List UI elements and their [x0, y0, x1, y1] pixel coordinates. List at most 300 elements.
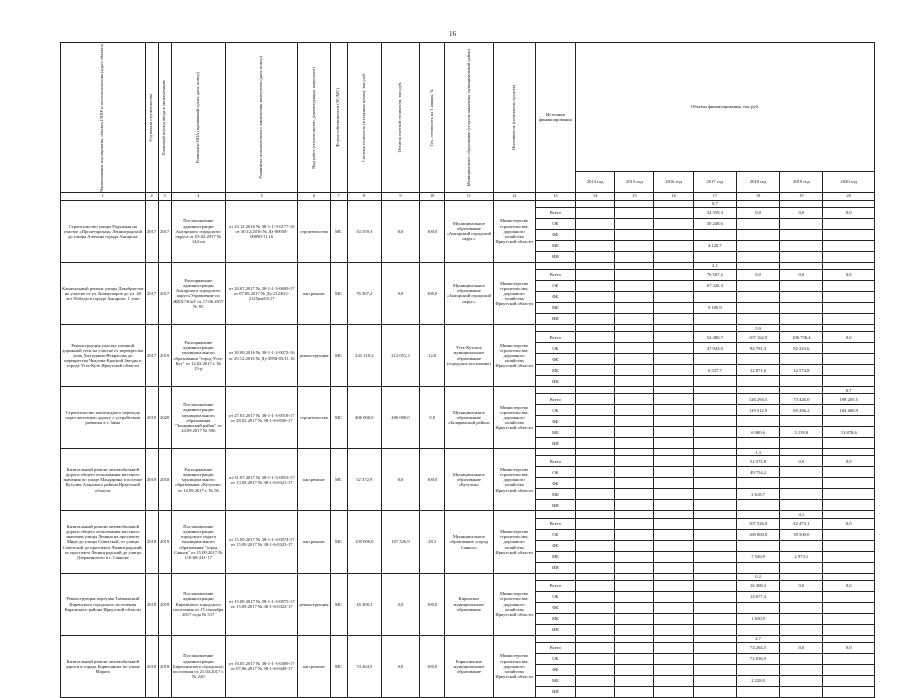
table-row — [61, 262, 875, 269]
municipality: Бирюсинское муниципальное образование — [445, 635, 493, 697]
volume-cell — [736, 624, 779, 635]
volume-cell — [693, 613, 736, 624]
executor: Министерство строительства, дорожного хозяйства Иркутской области — [493, 511, 535, 573]
volume-cell: 0,0 — [823, 456, 875, 467]
volume-cell: 12 871,6 — [736, 365, 779, 376]
volume-cell — [780, 200, 823, 207]
plan-year: 2020 — [158, 387, 171, 449]
volume-cell — [736, 602, 779, 613]
municipality: Муниципальное образование «Ангарский городской округ» — [445, 262, 493, 324]
volume-cell: 12 574,8 — [780, 365, 823, 376]
volume-cell — [576, 511, 615, 518]
volume-cell — [736, 478, 779, 489]
volume-cell — [654, 449, 693, 456]
volume-cell: 4 120,7 — [693, 240, 736, 251]
volume-cell — [654, 292, 693, 303]
volume-cell — [736, 511, 779, 518]
volume-cell — [693, 354, 736, 365]
volume-cell — [823, 449, 875, 456]
volume-cell — [654, 467, 693, 478]
source-blank — [535, 262, 575, 269]
volume-cell — [780, 653, 823, 664]
volume-cell — [576, 303, 615, 314]
volume-cell — [823, 303, 875, 314]
column-number: 19 — [780, 192, 823, 200]
volume-cell — [615, 303, 654, 314]
volume-cell — [615, 624, 654, 635]
volume-cell — [615, 686, 654, 697]
work-type: кап.ремонт — [298, 449, 330, 511]
column-number: 16 — [654, 192, 693, 200]
funding-source: МБ — [535, 365, 575, 376]
ownership: МС — [330, 511, 347, 573]
municipality: Усть-Кутское муниципальное образование (городское поселение) — [445, 325, 493, 387]
volume-cell: 4,1 — [780, 511, 823, 518]
expertise-details: от 23.12.2016 № 38-1-1-3-0177-16 от 30.12.2016 № Дз-00050-00090/11.16 — [225, 200, 297, 262]
volume-cell: 39 500,0 — [780, 529, 823, 540]
volume-cell — [823, 354, 875, 365]
remaining-cost: 0,0 — [381, 573, 419, 635]
page-number: 16 — [449, 30, 456, 38]
expertise-details: от 20.07.2017 № 38-1-1-3-0609-17 от 07.09.2017 № Дз-21230/1-2125ии/03.17 — [225, 262, 297, 324]
volume-cell — [780, 602, 823, 613]
volume-cell — [576, 573, 615, 580]
object-name: Капитальный ремонт автомобильной дороги в городе Бирюсинске по улице Марата — [61, 635, 146, 697]
volume-cell — [823, 314, 875, 325]
table-row — [61, 573, 875, 580]
municipality: Муниципальное образование «город Саянск» — [445, 511, 493, 573]
volume-cell — [615, 376, 654, 387]
header-name: Наименование мероприятия, объекта ГНПР и местоположения (адрес объекта) — [61, 43, 146, 193]
volume-cell — [615, 438, 654, 449]
volume-cell — [576, 529, 615, 540]
volume-cell: 14 677,4 — [736, 591, 779, 602]
volume-cell — [654, 624, 693, 635]
volume-cell — [654, 303, 693, 314]
object-name: Реконструкция участка уличной дорожной сети на участке от перекрестка улиц Халтурина-Некрасова до перекрестка Чкалова-Красной Звезды в городе Усть-Куте Иркутской области — [61, 325, 146, 387]
volume-cell — [654, 551, 693, 562]
header-year: 2015 год — [615, 172, 654, 193]
funding-source: Всего — [535, 270, 575, 281]
work-type: кап.ремонт — [298, 635, 330, 697]
volume-cell — [823, 325, 875, 332]
volume-cell — [615, 580, 654, 591]
volume-cell — [576, 354, 615, 365]
volume-cell — [576, 478, 615, 489]
plan-year: 2018 — [158, 635, 171, 697]
volume-cell — [576, 405, 615, 416]
volume-cell — [780, 500, 823, 511]
volume-cell — [693, 449, 736, 456]
volume-cell — [654, 653, 693, 664]
volume-cell — [736, 262, 779, 269]
volume-cell: 0,0 — [823, 518, 875, 529]
volume-cell — [823, 675, 875, 686]
funding-source: ИИ — [535, 624, 575, 635]
volume-cell — [780, 438, 823, 449]
source-blank — [535, 573, 575, 580]
volume-cell — [654, 365, 693, 376]
volume-cell — [654, 262, 693, 269]
volume-cell — [780, 675, 823, 686]
volume-cell: 126 294,5 — [736, 394, 779, 405]
readiness-percent: 28,3 — [420, 511, 445, 573]
volume-cell: 0,0 — [780, 270, 823, 281]
volume-cell — [576, 489, 615, 500]
funding-source: Всего — [535, 518, 575, 529]
volume-cell — [654, 511, 693, 518]
column-number: 20 — [823, 192, 875, 200]
volume-cell — [823, 562, 875, 573]
ownership: МС — [330, 635, 347, 697]
volume-cell — [823, 229, 875, 240]
readiness-percent: 100,0 — [420, 635, 445, 697]
header-start-year: Год начала строительства — [145, 43, 158, 193]
volume-cell — [576, 427, 615, 438]
object-name: Капитальный ремонт автомобильной дороги общего пользования местного значения по улице Мандарина в поселке Кутулик Аларского района Иркутской области — [61, 449, 146, 511]
start-year: 2017 — [145, 200, 158, 262]
executor: Министерство строительства, дорожного хозяйства Иркутской области — [493, 573, 535, 635]
volume-cell: 2 228,0 — [736, 675, 779, 686]
volume-cell — [823, 686, 875, 697]
volume-cell: 0,0 — [736, 270, 779, 281]
volume-cell — [823, 573, 875, 580]
ownership: МС — [330, 262, 347, 324]
header-municipality: Муниципальное образование (сторона заказчика, муниципальный район) — [445, 43, 493, 193]
volume-cell — [693, 675, 736, 686]
funding-source: ФБ — [535, 229, 575, 240]
volume-cell — [780, 416, 823, 427]
expertise-details: от 10.05.2017 № 38-1-1-3-0409-17 от 07.06.2017 № 38-1-6-0448-17 — [225, 635, 297, 697]
volume-cell — [615, 270, 654, 281]
volume-cell — [576, 613, 615, 624]
table-row — [61, 511, 875, 518]
volume-cell — [615, 405, 654, 416]
volume-cell — [615, 207, 654, 218]
volume-cell — [823, 438, 875, 449]
table-row — [61, 387, 875, 394]
start-year: 2017 — [145, 325, 158, 387]
volume-cell — [823, 489, 875, 500]
volume-cell — [823, 511, 875, 518]
volume-cell — [693, 580, 736, 591]
remaining-cost: 406 000,0 — [381, 387, 419, 449]
volume-cell: 42 473,1 — [780, 518, 823, 529]
funding-source: ИИ — [535, 562, 575, 573]
readiness-percent: 100,0 — [420, 200, 445, 262]
volume-cell — [823, 602, 875, 613]
readiness-percent: 0,0 — [420, 387, 445, 449]
volume-cell — [615, 416, 654, 427]
volume-cell — [693, 686, 736, 697]
column-number: 8 — [347, 192, 381, 200]
volume-cell: 107 162,9 — [736, 332, 779, 343]
volume-cell — [615, 332, 654, 343]
volume-cell — [615, 456, 654, 467]
executor: Министерство строительства, дорожного хозяйства Иркутской области — [493, 325, 535, 387]
volume-cell — [615, 427, 654, 438]
volume-cell — [576, 376, 615, 387]
volume-cell — [654, 229, 693, 240]
volume-cell — [780, 664, 823, 675]
header-year: 2017 год — [693, 172, 736, 193]
ownership: МС — [330, 449, 347, 511]
volume-cell: 0,0 — [780, 207, 823, 218]
volume-cell — [780, 489, 823, 500]
volume-cell: 6 537,7 — [693, 365, 736, 376]
volume-cell — [780, 218, 823, 229]
volume-cell — [615, 394, 654, 405]
column-number: 17 — [693, 192, 736, 200]
volume-cell — [654, 580, 693, 591]
volume-cell — [654, 518, 693, 529]
work-type: строительство — [298, 200, 330, 262]
npa-details: Распоряжение администрации Ангарского городского округа Управление по ЖКХ/ЭСиТ от 17.06.2017 № 85 — [171, 262, 225, 324]
volume-cell: 69 286,2 — [780, 405, 823, 416]
volume-cell — [693, 529, 736, 540]
volume-cell: 9 180,9 — [693, 303, 736, 314]
volume-cell: 16 308,3 — [736, 580, 779, 591]
volume-cell — [576, 562, 615, 573]
volume-cell — [693, 653, 736, 664]
plan-year: 2017 — [158, 262, 171, 324]
funding-source: ОБ — [535, 467, 575, 478]
volume-cell — [654, 642, 693, 653]
municipality: Муниципальное образование «Кутулик» — [445, 449, 493, 511]
volume-cell — [615, 500, 654, 511]
plan-year: 2018 — [158, 573, 171, 635]
expertise-details: от 27.02.2017 № 38-1-1-3-0018-17 от 28.02.2017 № 38-1-6-0036-17 — [225, 387, 297, 449]
remaining-cost: 0,0 — [381, 200, 419, 262]
volume-cell — [576, 664, 615, 675]
volume-cell — [654, 218, 693, 229]
funding-source: Всего — [535, 394, 575, 405]
volume-cell — [823, 635, 875, 642]
volume-cell — [576, 394, 615, 405]
header-plan-year: Плановый период ввода в эксплуатацию — [158, 43, 171, 193]
volume-cell: 0,0 — [736, 207, 779, 218]
volume-cell — [576, 251, 615, 262]
volume-cell — [736, 387, 779, 394]
column-number: 15 — [615, 192, 654, 200]
volume-cell — [615, 518, 654, 529]
volume-cell: 0,0 — [780, 456, 823, 467]
work-type: кап.ремонт — [298, 511, 330, 573]
volume-cell — [780, 354, 823, 365]
funding-source: Всего — [535, 207, 575, 218]
volume-cell — [823, 653, 875, 664]
volume-cell — [615, 664, 654, 675]
column-number: 7 — [330, 192, 347, 200]
volume-cell — [615, 365, 654, 376]
estimated-cost: 16 308,3 — [347, 573, 381, 635]
volume-cell — [823, 664, 875, 675]
volume-cell: 0,7 — [693, 200, 736, 207]
volume-cell: 2 618,7 — [736, 489, 779, 500]
volume-cell — [654, 416, 693, 427]
column-number: 10 — [420, 192, 445, 200]
volume-cell: 94 791,3 — [736, 343, 779, 354]
volume-cell — [576, 281, 615, 292]
volume-cell — [615, 200, 654, 207]
volume-cell — [576, 200, 615, 207]
funding-source: ОБ — [535, 405, 575, 416]
volume-cell — [615, 292, 654, 303]
funding-source: ОБ — [535, 343, 575, 354]
funding-source: ОБ — [535, 281, 575, 292]
remaining-cost: 107 526,9 — [381, 511, 419, 573]
volume-cell — [693, 394, 736, 405]
ownership: МС — [330, 325, 347, 387]
header-ownership: Форма собственности (ЭС/МС) — [330, 43, 347, 193]
header-year: 2019 год — [780, 172, 823, 193]
funding-source: МБ — [535, 489, 575, 500]
volume-cell — [823, 551, 875, 562]
volume-cell — [576, 467, 615, 478]
volume-cell — [693, 635, 736, 642]
volume-cell — [780, 562, 823, 573]
volume-cell — [736, 354, 779, 365]
object-name: Капитальный ремонт улицы Декабристов на участке от ул. Коммунаров до ул. 40 лет Победы в городе Ангарске, 1 этап — [61, 262, 146, 324]
volume-cell — [615, 642, 654, 653]
volume-cell — [654, 427, 693, 438]
volume-cell — [736, 292, 779, 303]
volume-cell — [615, 653, 654, 664]
ownership: МС — [330, 200, 347, 262]
volume-cell — [736, 686, 779, 697]
volume-cell — [615, 562, 654, 573]
volume-cell — [780, 376, 823, 387]
funding-source: ОБ — [535, 591, 575, 602]
volume-cell — [823, 281, 875, 292]
header-rest: Остаток сметной стоимости, тыс.руб. — [381, 43, 419, 193]
volume-cell: 0,0 — [823, 580, 875, 591]
volume-cell — [693, 511, 736, 518]
volume-cell — [823, 365, 875, 376]
volume-cell — [693, 416, 736, 427]
volume-cell — [780, 387, 823, 394]
volume-cell — [823, 251, 875, 262]
volume-cell — [654, 573, 693, 580]
volume-cell — [693, 518, 736, 529]
volume-cell — [615, 449, 654, 456]
column-number: 14 — [576, 192, 615, 200]
funding-source: Всего — [535, 642, 575, 653]
financing-table — [60, 42, 875, 698]
readiness-percent: 100,0 — [420, 573, 445, 635]
funding-source: ИИ — [535, 314, 575, 325]
volume-cell — [823, 467, 875, 478]
volume-cell: 76 507,2 — [693, 270, 736, 281]
volume-cell — [823, 500, 875, 511]
volume-cell — [736, 314, 779, 325]
volume-cell: 49 754,2 — [736, 467, 779, 478]
volume-cell — [654, 332, 693, 343]
volume-cell — [736, 416, 779, 427]
column-number: 1 — [61, 192, 146, 200]
volume-cell: 0,0 — [823, 207, 875, 218]
plan-year: 2019 — [158, 325, 171, 387]
volume-cell: 119 512,9 — [736, 405, 779, 416]
npa-details: Постановление администрации Бирюсинского городского поселения от 21.04.2017 г. № 220 — [171, 635, 225, 697]
volume-cell — [736, 200, 779, 207]
readiness-percent: 100,0 — [420, 262, 445, 324]
volume-cell — [576, 314, 615, 325]
volume-cell — [615, 314, 654, 325]
volume-cell: 73 426,0 — [780, 394, 823, 405]
volume-cell — [615, 467, 654, 478]
volume-cell — [693, 642, 736, 653]
volume-cell — [780, 478, 823, 489]
funding-source: ФБ — [535, 664, 575, 675]
estimated-cost: 74 264,5 — [347, 635, 381, 697]
volume-cell — [693, 500, 736, 511]
volume-cell — [823, 540, 875, 551]
volume-cell — [654, 456, 693, 467]
funding-source: МБ — [535, 551, 575, 562]
header-expertise: Реквизиты положительного заключения экспертизы (дата, номер) — [225, 43, 297, 193]
volume-cell — [654, 675, 693, 686]
volume-cell — [654, 387, 693, 394]
npa-details: Постановление администрации Киренского городского поселения от 15 сентября 2017 года № 517 — [171, 573, 225, 635]
volume-cell: 0,0 — [780, 642, 823, 653]
volume-cell — [736, 251, 779, 262]
volume-cell — [823, 416, 875, 427]
start-year: 2018 — [145, 635, 158, 697]
volume-cell — [654, 500, 693, 511]
volume-cell — [823, 376, 875, 387]
volume-cell: 0,0 — [823, 332, 875, 343]
volume-cell — [736, 281, 779, 292]
volume-cell — [576, 540, 615, 551]
volume-cell: 1 630,9 — [736, 613, 779, 624]
npa-details: Постановление администрации муниципального образования "Заларинский район" от 24.09.2017 № 506 — [171, 387, 225, 449]
volume-cell — [615, 675, 654, 686]
volume-cell: 34 559,3 — [693, 207, 736, 218]
start-year: 2017 — [145, 262, 158, 324]
volume-cell — [576, 229, 615, 240]
source-blank — [535, 387, 575, 394]
volume-cell — [780, 591, 823, 602]
volume-cell — [736, 303, 779, 314]
table-row — [61, 635, 875, 642]
table-row — [61, 449, 875, 456]
volume-cell — [654, 591, 693, 602]
volume-cell — [780, 613, 823, 624]
funding-source: ФБ — [535, 292, 575, 303]
volume-cell — [615, 511, 654, 518]
volume-cell — [615, 478, 654, 489]
volume-cell — [654, 354, 693, 365]
volume-cell: 5 139,8 — [780, 427, 823, 438]
header-cost: Сметная стоимость (в текущих ценах), тыс.руб. — [347, 43, 381, 193]
volume-cell — [615, 591, 654, 602]
volume-cell — [576, 591, 615, 602]
volume-cell — [615, 529, 654, 540]
funding-source: Всего — [535, 580, 575, 591]
volume-cell — [615, 602, 654, 613]
volume-cell: 7 526,9 — [736, 551, 779, 562]
funding-source: ИИ — [535, 251, 575, 262]
volume-cell — [693, 229, 736, 240]
ownership: МС — [330, 387, 347, 449]
header-readiness: Тех. готовность на 1 января, % — [420, 43, 445, 193]
source-blank — [535, 325, 575, 332]
source-blank — [535, 635, 575, 642]
volume-cell — [576, 365, 615, 376]
volume-cell — [654, 343, 693, 354]
volume-cell — [693, 624, 736, 635]
